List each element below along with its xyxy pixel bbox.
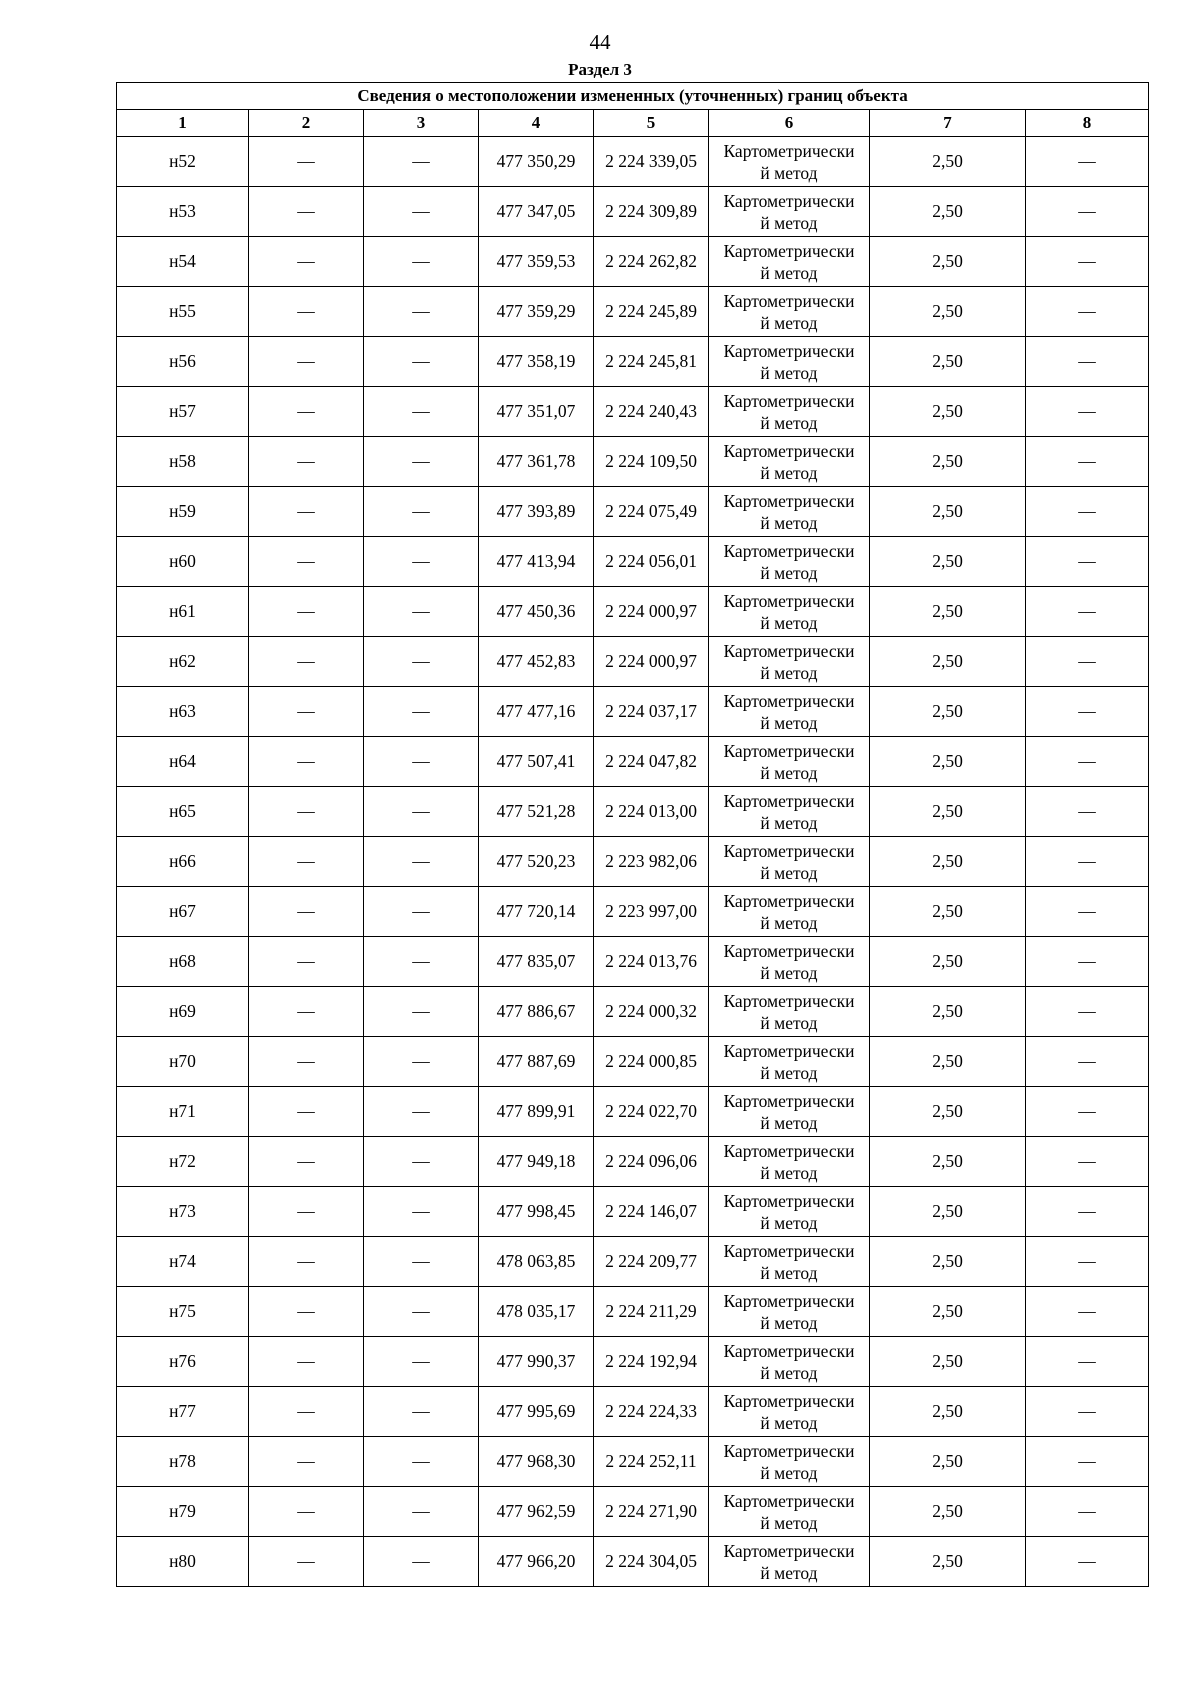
col8-dash-cell: — (1026, 637, 1149, 687)
x-coordinate-cell: 477 899,91 (479, 1087, 594, 1137)
col2-dash-cell: — (249, 687, 364, 737)
table-row (117, 1387, 1149, 1437)
col2-dash-cell: — (249, 787, 364, 837)
col8-dash-cell: — (1026, 787, 1149, 837)
table-row (117, 1037, 1149, 1087)
method-cell: Картометрически й метод (709, 537, 870, 587)
col3-dash-cell: — (364, 587, 479, 637)
method-cell: Картометрически й метод (709, 487, 870, 537)
col8-dash-cell: — (1026, 987, 1149, 1037)
method-cell: Картометрически й метод (709, 137, 870, 187)
accuracy-cell: 2,50 (870, 1087, 1026, 1137)
method-cell: Картометрически й метод (709, 637, 870, 687)
column-number: 4 (479, 110, 594, 137)
method-cell: Картометрически й метод (709, 1137, 870, 1187)
table-row (117, 587, 1149, 637)
column-number: 5 (594, 110, 709, 137)
col2-dash-cell: — (249, 837, 364, 887)
point-id-cell: н66 (117, 837, 249, 887)
col8-dash-cell: — (1026, 837, 1149, 887)
col8-dash-cell: — (1026, 537, 1149, 587)
col8-dash-cell: — (1026, 1287, 1149, 1337)
table-row (117, 1337, 1149, 1387)
col3-dash-cell: — (364, 837, 479, 887)
table-row (117, 137, 1149, 187)
y-coordinate-cell: 2 224 013,76 (594, 937, 709, 987)
col8-dash-cell: — (1026, 1037, 1149, 1087)
accuracy-cell: 2,50 (870, 1287, 1026, 1337)
col2-dash-cell: — (249, 937, 364, 987)
col2-dash-cell: — (249, 1087, 364, 1137)
point-id-cell: н80 (117, 1537, 249, 1587)
point-id-cell: н62 (117, 637, 249, 687)
col3-dash-cell: — (364, 1437, 479, 1487)
accuracy-cell: 2,50 (870, 787, 1026, 837)
point-id-cell: н70 (117, 1037, 249, 1087)
col3-dash-cell: — (364, 637, 479, 687)
col3-dash-cell: — (364, 887, 479, 937)
accuracy-cell: 2,50 (870, 337, 1026, 387)
x-coordinate-cell: 477 990,37 (479, 1337, 594, 1387)
col3-dash-cell: — (364, 1387, 479, 1437)
y-coordinate-cell: 2 224 245,89 (594, 287, 709, 337)
method-cell: Картометрически й метод (709, 787, 870, 837)
col8-dash-cell: — (1026, 387, 1149, 437)
y-coordinate-cell: 2 224 000,97 (594, 587, 709, 637)
y-coordinate-cell: 2 224 192,94 (594, 1337, 709, 1387)
table-row (117, 637, 1149, 687)
method-cell: Картометрически й метод (709, 1537, 870, 1587)
x-coordinate-cell: 477 966,20 (479, 1537, 594, 1587)
method-cell: Картометрически й метод (709, 937, 870, 987)
col8-dash-cell: — (1026, 1387, 1149, 1437)
col8-dash-cell: — (1026, 1237, 1149, 1287)
method-cell: Картометрически й метод (709, 687, 870, 737)
x-coordinate-cell: 477 521,28 (479, 787, 594, 837)
point-id-cell: н74 (117, 1237, 249, 1287)
accuracy-cell: 2,50 (870, 737, 1026, 787)
table-title: Сведения о местоположении измененных (уточненных) границ объекта (117, 83, 1149, 110)
y-coordinate-cell: 2 224 304,05 (594, 1537, 709, 1587)
accuracy-cell: 2,50 (870, 987, 1026, 1037)
col2-dash-cell: — (249, 987, 364, 1037)
table-row (117, 1537, 1149, 1587)
y-coordinate-cell: 2 224 000,97 (594, 637, 709, 687)
col2-dash-cell: — (249, 487, 364, 537)
method-cell: Картометрически й метод (709, 1337, 870, 1387)
col2-dash-cell: — (249, 737, 364, 787)
y-coordinate-cell: 2 223 982,06 (594, 837, 709, 887)
y-coordinate-cell: 2 224 000,85 (594, 1037, 709, 1087)
point-id-cell: н61 (117, 587, 249, 637)
method-cell: Картометрически й метод (709, 187, 870, 237)
col2-dash-cell: — (249, 637, 364, 687)
column-number: 3 (364, 110, 479, 137)
accuracy-cell: 2,50 (870, 587, 1026, 637)
x-coordinate-cell: 477 995,69 (479, 1387, 594, 1437)
col2-dash-cell: — (249, 137, 364, 187)
point-id-cell: н73 (117, 1187, 249, 1237)
table-row (117, 1487, 1149, 1537)
col3-dash-cell: — (364, 1237, 479, 1287)
method-cell: Картометрически й метод (709, 237, 870, 287)
point-id-cell: н58 (117, 437, 249, 487)
x-coordinate-cell: 477 835,07 (479, 937, 594, 987)
col3-dash-cell: — (364, 1337, 479, 1387)
accuracy-cell: 2,50 (870, 1387, 1026, 1437)
point-id-cell: н79 (117, 1487, 249, 1537)
x-coordinate-cell: 477 361,78 (479, 437, 594, 487)
y-coordinate-cell: 2 224 271,90 (594, 1487, 709, 1537)
table-row (117, 887, 1149, 937)
table-row (117, 987, 1149, 1037)
col8-dash-cell: — (1026, 937, 1149, 987)
method-cell: Картометрически й метод (709, 1187, 870, 1237)
col3-dash-cell: — (364, 1287, 479, 1337)
col8-dash-cell: — (1026, 887, 1149, 937)
page-number: 44 (589, 30, 611, 54)
col8-dash-cell: — (1026, 337, 1149, 387)
point-id-cell: н53 (117, 187, 249, 237)
accuracy-cell: 2,50 (870, 487, 1026, 537)
column-number-row (117, 110, 1149, 137)
y-coordinate-cell: 2 224 022,70 (594, 1087, 709, 1137)
col8-dash-cell: — (1026, 437, 1149, 487)
accuracy-cell: 2,50 (870, 1337, 1026, 1387)
col3-dash-cell: — (364, 1487, 479, 1537)
col8-dash-cell: — (1026, 487, 1149, 537)
col2-dash-cell: — (249, 1137, 364, 1187)
col3-dash-cell: — (364, 1037, 479, 1087)
column-number: 7 (870, 110, 1026, 137)
col8-dash-cell: — (1026, 1087, 1149, 1137)
col8-dash-cell: — (1026, 1487, 1149, 1537)
y-coordinate-cell: 2 224 000,32 (594, 987, 709, 1037)
accuracy-cell: 2,50 (870, 137, 1026, 187)
y-coordinate-cell: 2 224 252,11 (594, 1437, 709, 1487)
point-id-cell: н72 (117, 1137, 249, 1187)
col8-dash-cell: — (1026, 587, 1149, 637)
method-cell: Картометрически й метод (709, 1237, 870, 1287)
point-id-cell: н68 (117, 937, 249, 987)
col8-dash-cell: — (1026, 1537, 1149, 1587)
accuracy-cell: 2,50 (870, 637, 1026, 687)
x-coordinate-cell: 477 962,59 (479, 1487, 594, 1537)
method-cell: Картометрически й метод (709, 887, 870, 937)
y-coordinate-cell: 2 224 013,00 (594, 787, 709, 837)
table-title-row (117, 83, 1149, 110)
accuracy-cell: 2,50 (870, 237, 1026, 287)
col3-dash-cell: — (364, 1137, 479, 1187)
y-coordinate-cell: 2 224 075,49 (594, 487, 709, 537)
table-row (117, 387, 1149, 437)
table-row (117, 687, 1149, 737)
point-id-cell: н63 (117, 687, 249, 737)
point-id-cell: н64 (117, 737, 249, 787)
col2-dash-cell: — (249, 1387, 364, 1437)
method-cell: Картометрически й метод (709, 837, 870, 887)
accuracy-cell: 2,50 (870, 537, 1026, 587)
table-row (117, 1237, 1149, 1287)
y-coordinate-cell: 2 224 211,29 (594, 1287, 709, 1337)
col3-dash-cell: — (364, 337, 479, 387)
accuracy-cell: 2,50 (870, 1437, 1026, 1487)
method-cell: Картометрически й метод (709, 1087, 870, 1137)
table-row (117, 337, 1149, 387)
x-coordinate-cell: 477 720,14 (479, 887, 594, 937)
table-row (117, 287, 1149, 337)
col3-dash-cell: — (364, 437, 479, 487)
method-cell: Картометрически й метод (709, 437, 870, 487)
point-id-cell: н71 (117, 1087, 249, 1137)
x-coordinate-cell: 477 886,67 (479, 987, 594, 1037)
col3-dash-cell: — (364, 937, 479, 987)
point-id-cell: н75 (117, 1287, 249, 1337)
x-coordinate-cell: 477 520,23 (479, 837, 594, 887)
col3-dash-cell: — (364, 487, 479, 537)
y-coordinate-cell: 2 224 047,82 (594, 737, 709, 787)
accuracy-cell: 2,50 (870, 887, 1026, 937)
x-coordinate-cell: 477 359,53 (479, 237, 594, 287)
accuracy-cell: 2,50 (870, 1237, 1026, 1287)
col2-dash-cell: — (249, 1487, 364, 1537)
method-cell: Картометрически й метод (709, 1037, 870, 1087)
y-coordinate-cell: 2 224 146,07 (594, 1187, 709, 1237)
col3-dash-cell: — (364, 187, 479, 237)
col2-dash-cell: — (249, 1437, 364, 1487)
point-id-cell: н65 (117, 787, 249, 837)
column-number: 1 (117, 110, 249, 137)
col2-dash-cell: — (249, 1287, 364, 1337)
point-id-cell: н77 (117, 1387, 249, 1437)
col2-dash-cell: — (249, 187, 364, 237)
y-coordinate-cell: 2 224 096,06 (594, 1137, 709, 1187)
col3-dash-cell: — (364, 687, 479, 737)
col3-dash-cell: — (364, 537, 479, 587)
col8-dash-cell: — (1026, 187, 1149, 237)
point-id-cell: н60 (117, 537, 249, 587)
table-row (117, 937, 1149, 987)
col3-dash-cell: — (364, 1537, 479, 1587)
table-row (117, 837, 1149, 887)
table-row (117, 437, 1149, 487)
column-number: 8 (1026, 110, 1149, 137)
point-id-cell: н52 (117, 137, 249, 187)
col3-dash-cell: — (364, 737, 479, 787)
table-row (117, 237, 1149, 287)
x-coordinate-cell: 478 063,85 (479, 1237, 594, 1287)
accuracy-cell: 2,50 (870, 1487, 1026, 1537)
table-row (117, 1087, 1149, 1137)
col3-dash-cell: — (364, 987, 479, 1037)
method-cell: Картометрически й метод (709, 987, 870, 1037)
method-cell: Картометрически й метод (709, 587, 870, 637)
accuracy-cell: 2,50 (870, 1187, 1026, 1237)
col8-dash-cell: — (1026, 137, 1149, 187)
table-row (117, 1287, 1149, 1337)
x-coordinate-cell: 477 350,29 (479, 137, 594, 187)
col8-dash-cell: — (1026, 287, 1149, 337)
y-coordinate-cell: 2 224 056,01 (594, 537, 709, 587)
point-id-cell: н76 (117, 1337, 249, 1387)
y-coordinate-cell: 2 224 209,77 (594, 1237, 709, 1287)
method-cell: Картометрически й метод (709, 337, 870, 387)
col3-dash-cell: — (364, 137, 479, 187)
method-cell: Картометрически й метод (709, 737, 870, 787)
accuracy-cell: 2,50 (870, 687, 1026, 737)
y-coordinate-cell: 2 224 109,50 (594, 437, 709, 487)
x-coordinate-cell: 477 450,36 (479, 587, 594, 637)
col2-dash-cell: — (249, 1037, 364, 1087)
col2-dash-cell: — (249, 537, 364, 587)
point-id-cell: н69 (117, 987, 249, 1037)
x-coordinate-cell: 477 351,07 (479, 387, 594, 437)
table-row (117, 787, 1149, 837)
method-cell: Картометрически й метод (709, 387, 870, 437)
col8-dash-cell: — (1026, 1137, 1149, 1187)
table-row (117, 1187, 1149, 1237)
table-row (117, 187, 1149, 237)
col3-dash-cell: — (364, 387, 479, 437)
point-id-cell: н78 (117, 1437, 249, 1487)
section-title: Раздел 3 (568, 60, 632, 79)
table-row (117, 1137, 1149, 1187)
y-coordinate-cell: 2 224 240,43 (594, 387, 709, 437)
y-coordinate-cell: 2 224 339,05 (594, 137, 709, 187)
accuracy-cell: 2,50 (870, 1037, 1026, 1087)
col8-dash-cell: — (1026, 1437, 1149, 1487)
accuracy-cell: 2,50 (870, 387, 1026, 437)
col8-dash-cell: — (1026, 1187, 1149, 1237)
col2-dash-cell: — (249, 1237, 364, 1287)
col2-dash-cell: — (249, 1537, 364, 1587)
x-coordinate-cell: 477 968,30 (479, 1437, 594, 1487)
y-coordinate-cell: 2 224 245,81 (594, 337, 709, 387)
x-coordinate-cell: 477 393,89 (479, 487, 594, 537)
col8-dash-cell: — (1026, 687, 1149, 737)
method-cell: Картометрически й метод (709, 287, 870, 337)
col2-dash-cell: — (249, 437, 364, 487)
y-coordinate-cell: 2 223 997,00 (594, 887, 709, 937)
method-cell: Картометрически й метод (709, 1387, 870, 1437)
point-id-cell: н59 (117, 487, 249, 537)
accuracy-cell: 2,50 (870, 1137, 1026, 1187)
column-number: 2 (249, 110, 364, 137)
col8-dash-cell: — (1026, 1337, 1149, 1387)
table-row (117, 537, 1149, 587)
col2-dash-cell: — (249, 287, 364, 337)
accuracy-cell: 2,50 (870, 187, 1026, 237)
method-cell: Картометрически й метод (709, 1437, 870, 1487)
col2-dash-cell: — (249, 1337, 364, 1387)
column-number: 6 (709, 110, 870, 137)
col3-dash-cell: — (364, 1187, 479, 1237)
x-coordinate-cell: 478 035,17 (479, 1287, 594, 1337)
y-coordinate-cell: 2 224 224,33 (594, 1387, 709, 1437)
point-id-cell: н56 (117, 337, 249, 387)
col2-dash-cell: — (249, 887, 364, 937)
col2-dash-cell: — (249, 337, 364, 387)
y-coordinate-cell: 2 224 037,17 (594, 687, 709, 737)
col2-dash-cell: — (249, 587, 364, 637)
table-row (117, 487, 1149, 537)
accuracy-cell: 2,50 (870, 437, 1026, 487)
col2-dash-cell: — (249, 387, 364, 437)
x-coordinate-cell: 477 413,94 (479, 537, 594, 587)
method-cell: Картометрически й метод (709, 1487, 870, 1537)
x-coordinate-cell: 477 477,16 (479, 687, 594, 737)
col3-dash-cell: — (364, 237, 479, 287)
col3-dash-cell: — (364, 787, 479, 837)
x-coordinate-cell: 477 507,41 (479, 737, 594, 787)
point-id-cell: н67 (117, 887, 249, 937)
method-cell: Картометрически й метод (709, 1287, 870, 1337)
point-id-cell: н54 (117, 237, 249, 287)
accuracy-cell: 2,50 (870, 837, 1026, 887)
accuracy-cell: 2,50 (870, 1537, 1026, 1587)
accuracy-cell: 2,50 (870, 937, 1026, 987)
table-row (117, 1437, 1149, 1487)
col8-dash-cell: — (1026, 737, 1149, 787)
point-id-cell: н57 (117, 387, 249, 437)
boundary-table (116, 82, 1149, 1587)
x-coordinate-cell: 477 998,45 (479, 1187, 594, 1237)
point-id-cell: н55 (117, 287, 249, 337)
accuracy-cell: 2,50 (870, 287, 1026, 337)
x-coordinate-cell: 477 949,18 (479, 1137, 594, 1187)
col3-dash-cell: — (364, 1087, 479, 1137)
y-coordinate-cell: 2 224 309,89 (594, 187, 709, 237)
col8-dash-cell: — (1026, 237, 1149, 287)
y-coordinate-cell: 2 224 262,82 (594, 237, 709, 287)
x-coordinate-cell: 477 452,83 (479, 637, 594, 687)
col2-dash-cell: — (249, 1187, 364, 1237)
x-coordinate-cell: 477 347,05 (479, 187, 594, 237)
col3-dash-cell: — (364, 287, 479, 337)
x-coordinate-cell: 477 358,19 (479, 337, 594, 387)
x-coordinate-cell: 477 887,69 (479, 1037, 594, 1087)
table-row (117, 737, 1149, 787)
x-coordinate-cell: 477 359,29 (479, 287, 594, 337)
col2-dash-cell: — (249, 237, 364, 287)
